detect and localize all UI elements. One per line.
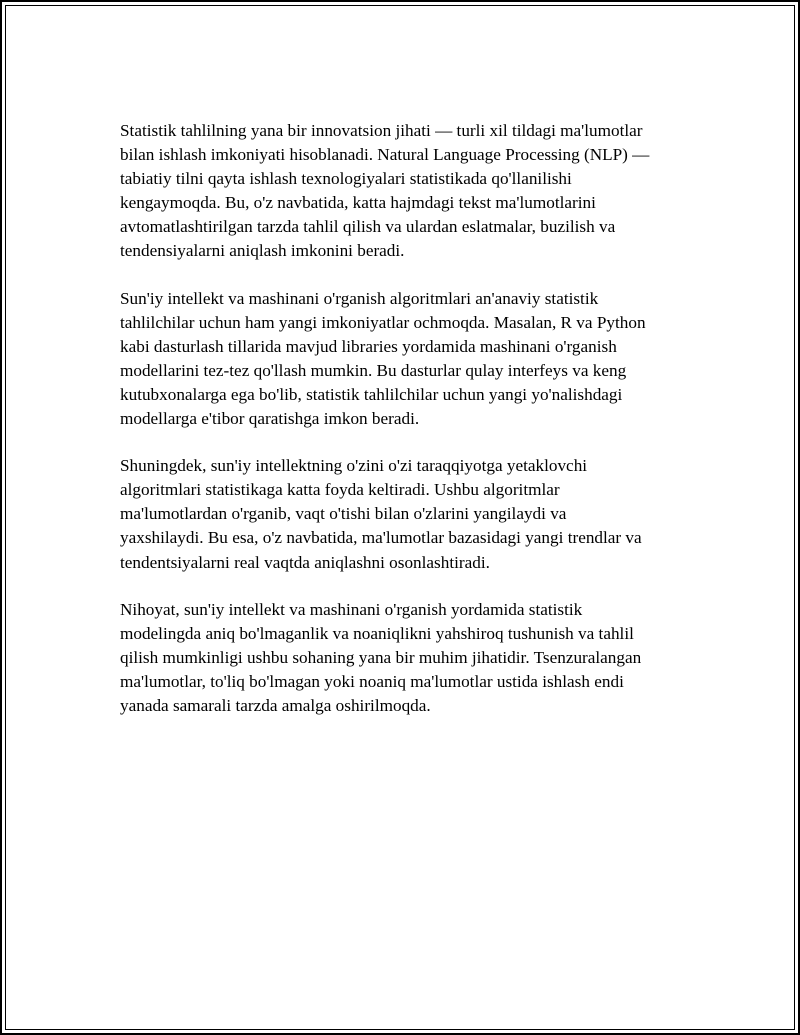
paragraph-2: Sun'iy intellekt va mashinani o'rganish algoritmlari an'anaviy statistik tahlilchilar uchun ham yangi imkoniyatlar ochmoqda. Masalan, R va Python kabi dasturlash tillarida mavjud libraries yordamida mashinani o'rganish modellarini tez-tez qo'llash mumkin. Bu dasturlar qulay interfeys va keng kutubxonalarga ega bo'lib, statistik tahlilchilar uchun yangi yo'nalishdagi modellarga e'tibor qaratishga imkon beradi. — [120, 288, 646, 429]
paragraph-4: Nihoyat, sun'iy intellekt va mashinani o'rganish yordamida statistik modelingda aniq bo'lmaganlik va noaniqlikni yahshiroq tushunish va tahlil qilish mumkinligi ushbu sohaning yana bir muhim jihatidir. Tsenzuralangan ma'lumotlar, to'liq bo'lmagan yoki noaniq ma'lumotlar ustida ishlash endi yanada samarali tarzda amalga oshirilmoqda. — [120, 599, 642, 715]
document-body — [120, 119, 700, 741]
paragraph-1: Statistik tahlilning yana bir innovatsion jihati — turli xil tildagi ma'lumotlar bilan ishlash imkoniyati hisoblanadi. Natural Language Processing (NLP) — tabiatiy tilni qayta ishlash texnologiyalari statistikada qo'llanilishi kengaymoqda. Bu, o'z navbatida, katta hajmdagi tekst ma'lumotlarini avtomatlashtirilgan tarzda tahlil qilish va ulardan eslatmalar, buzilish va tendensiyalarni aniqlash imkonini beradi. — [120, 121, 650, 261]
paragraph-3: Shuningdek, sun'iy intellektning o'zini o'zi taraqqiyotga yetaklovchi algoritmlari statistikaga katta foyda keltiradi. Ushbu algoritmlar ma'lumotlardan o'rganib, vaqt o'tishi bilan o'zlarini yangilaydi va yaxshilaydi. Bu esa, o'z navbatida, ma'lumotlar bazasidagi yangi trendlar va tendentsiyalarni real vaqtda aniqlashni osonlashtiradi. — [120, 456, 642, 572]
